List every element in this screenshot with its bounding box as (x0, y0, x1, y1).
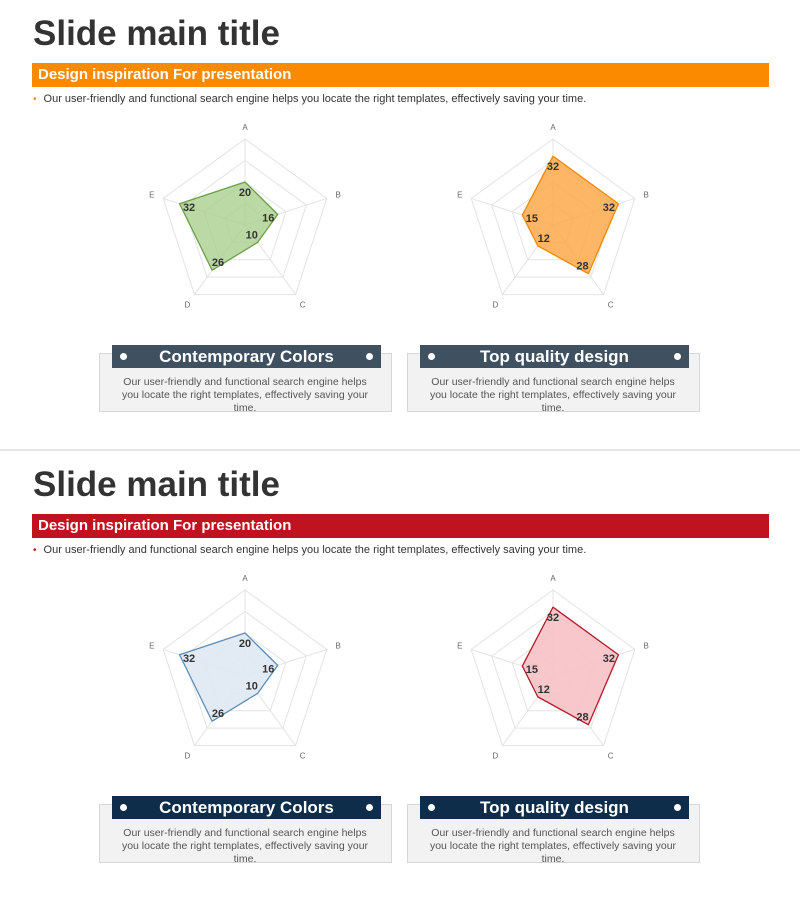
data-label: 12 (537, 232, 550, 245)
data-label: 12 (537, 683, 550, 696)
axis-label-c: C (299, 751, 306, 761)
axis-label-a: A (242, 123, 248, 132)
dot-icon (428, 353, 435, 360)
data-label: 28 (576, 260, 589, 273)
caption-heading-bar (112, 796, 381, 819)
axis-label-c: C (607, 751, 614, 761)
radar-chart-top-quality (423, 571, 683, 786)
axis-label-e: E (457, 641, 463, 651)
data-label: 32 (546, 612, 560, 625)
data-label: 10 (245, 229, 258, 242)
bullet-text: Our user-friendly and functional search engine helps you locate the right templates, effectively saving your time. (43, 544, 587, 556)
axis-label-e: E (457, 190, 463, 200)
data-label: 10 (245, 680, 258, 693)
dot-icon (366, 353, 373, 360)
axis-label-d: D (492, 751, 499, 761)
caption-heading-bar (420, 796, 689, 819)
caption-heading-bar (112, 345, 381, 368)
caption-text: Our user-friendly and functional search engine helps you locate the right templates, effectively saving your time. (121, 376, 369, 414)
data-label: 28 (576, 711, 589, 724)
bullet-line (33, 544, 586, 556)
data-label: 15 (525, 213, 538, 226)
caption-heading: Contemporary Colors (159, 798, 334, 817)
axis-label-e: E (149, 641, 155, 651)
radar-chart-contemporary (115, 571, 375, 786)
dot-icon (674, 353, 681, 360)
data-label: 16 (262, 663, 275, 676)
axis-label-b: B (335, 641, 341, 651)
caption-text: Our user-friendly and functional search engine helps you locate the right templates, effectively saving your time. (121, 827, 369, 865)
data-label: 26 (211, 257, 225, 270)
axis-label-e: E (149, 190, 155, 200)
data-label: 32 (182, 201, 196, 214)
caption-heading: Top quality design (480, 798, 629, 817)
data-label: 20 (238, 638, 252, 650)
radar-chart-top-quality (423, 120, 683, 335)
data-label: 26 (211, 708, 225, 721)
data-label: 32 (546, 161, 560, 174)
dot-icon (120, 804, 127, 811)
slide-main-title: Slide main title (33, 465, 280, 504)
data-label: 32 (182, 652, 196, 665)
subtitle-bar: Design inspiration For presentation (32, 514, 769, 538)
axis-label-d: D (492, 300, 499, 310)
axis-label-a: A (550, 123, 556, 132)
axis-label-a: A (550, 574, 556, 583)
data-label: 20 (238, 187, 252, 199)
axis-label-c: C (299, 300, 306, 310)
caption-text: Our user-friendly and functional search engine helps you locate the right templates, effectively saving your time. (429, 376, 677, 414)
slide-2 (0, 451, 800, 900)
slide-1 (0, 0, 800, 449)
dot-icon (366, 804, 373, 811)
axis-label-b: B (643, 190, 649, 200)
bullet-dot-icon: • (33, 545, 37, 556)
dot-icon (674, 804, 681, 811)
bullet-line (33, 93, 586, 105)
bullet-dot-icon: • (33, 94, 37, 105)
caption-heading: Top quality design (480, 347, 629, 366)
caption-text: Our user-friendly and functional search engine helps you locate the right templates, effectively saving your time. (429, 827, 677, 865)
radar-chart-contemporary (115, 120, 375, 335)
axis-label-b: B (643, 641, 649, 651)
data-label: 15 (525, 664, 538, 677)
axis-label-d: D (184, 300, 191, 310)
data-label: 16 (262, 212, 275, 225)
slide-main-title: Slide main title (33, 14, 280, 53)
subtitle-bar: Design inspiration For presentation (32, 63, 769, 87)
caption-heading-bar (420, 345, 689, 368)
axis-label-a: A (242, 574, 248, 583)
caption-heading: Contemporary Colors (159, 347, 334, 366)
axis-label-b: B (335, 190, 341, 200)
data-label: 32 (602, 201, 616, 214)
dot-icon (120, 353, 127, 360)
axis-label-d: D (184, 751, 191, 761)
axis-label-c: C (607, 300, 614, 310)
dot-icon (428, 804, 435, 811)
bullet-text: Our user-friendly and functional search engine helps you locate the right templates, effectively saving your time. (43, 93, 587, 105)
data-label: 32 (602, 652, 616, 665)
